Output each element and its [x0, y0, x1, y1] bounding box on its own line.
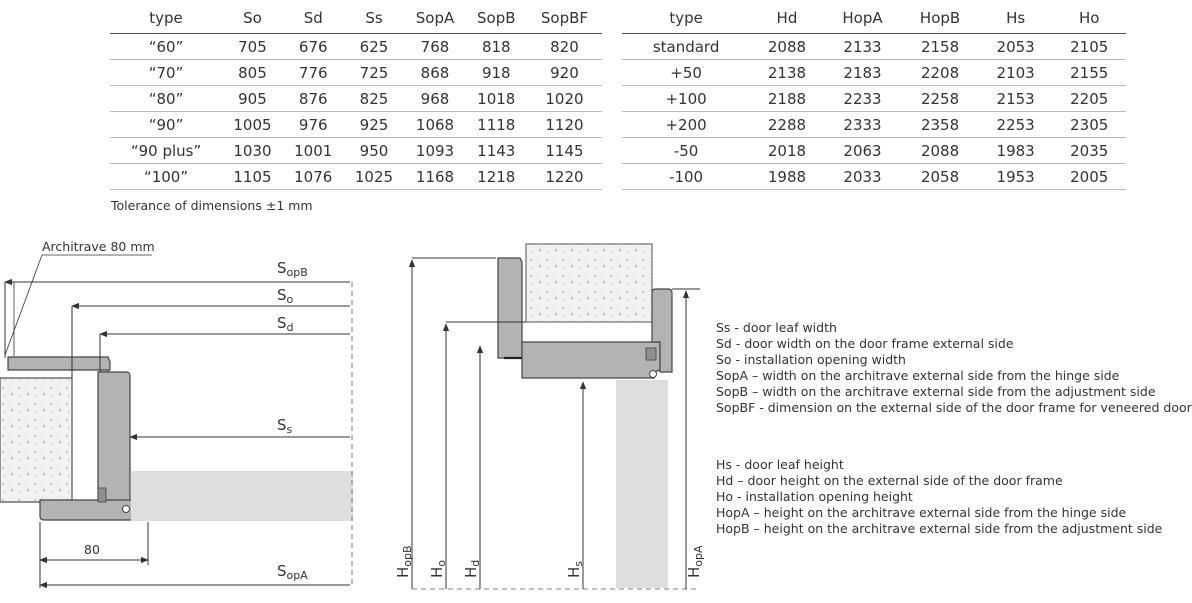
table-cell: 2103 — [979, 60, 1053, 86]
table-cell: 1018 — [466, 86, 527, 112]
table-cell: 1030 — [222, 138, 283, 164]
label-sd: $S_d$ — [277, 314, 294, 334]
column-header: HopA — [824, 3, 902, 34]
legend-line: So - installation opening width — [716, 352, 906, 367]
table-cell: “70” — [110, 60, 222, 86]
architrave-left — [498, 258, 522, 358]
table-cell: 918 — [466, 60, 527, 86]
table-cell: 950 — [344, 138, 405, 164]
table-cell: 1143 — [466, 138, 527, 164]
label-hopa: $H_{opA}$ — [685, 545, 705, 578]
table-cell: 820 — [527, 34, 602, 60]
table-cell: 1145 — [527, 138, 602, 164]
section-view-drawing — [394, 244, 705, 589]
column-header: HopB — [901, 3, 979, 34]
table-cell: 2158 — [901, 34, 979, 60]
plan-view-drawing — [0, 239, 353, 588]
table-cell: 1953 — [979, 164, 1053, 190]
door-leaf — [131, 471, 353, 521]
table-cell: 2258 — [901, 86, 979, 112]
table-cell: 2088 — [750, 34, 824, 60]
architrave-section — [8, 357, 110, 370]
table-cell: 1220 — [527, 164, 602, 190]
table-cell: 2033 — [824, 164, 902, 190]
label-hopb: $H_{opB}$ — [394, 545, 414, 578]
table-cell: 725 — [344, 60, 405, 86]
table-cell: 1025 — [344, 164, 405, 190]
table-cell: “60” — [110, 34, 222, 60]
table-cell: 2205 — [1052, 86, 1126, 112]
table-cell: 2105 — [1052, 34, 1126, 60]
table-cell: 2208 — [901, 60, 979, 86]
legend-line: HopA – height on the architrave external side from the hinge side — [716, 505, 1127, 520]
table-cell: 2153 — [979, 86, 1053, 112]
table-cell: +50 — [622, 60, 750, 86]
table-cell: 2058 — [901, 164, 979, 190]
table-cell: 876 — [283, 86, 344, 112]
legend-line: HopB – height on the architrave external side from the adjustment side — [716, 521, 1163, 536]
table-cell: 818 — [466, 34, 527, 60]
table-cell: 925 — [344, 112, 405, 138]
legend-line: SopA – width on the architrave external side from the hinge side — [716, 368, 1120, 383]
table-cell: -100 — [622, 164, 750, 190]
table-cell: 2088 — [901, 138, 979, 164]
table-cell: 2333 — [824, 112, 902, 138]
table-cell: 2233 — [824, 86, 902, 112]
column-header: Ho — [1052, 3, 1126, 34]
table-cell: 2305 — [1052, 112, 1126, 138]
table-cell: 1001 — [283, 138, 344, 164]
table-cell: 1120 — [527, 112, 602, 138]
legend-line: SopB – width on the architrave external side from the adjustment side — [716, 384, 1156, 399]
table-cell: 676 — [283, 34, 344, 60]
table-cell: 1118 — [466, 112, 527, 138]
table-cell: 705 — [222, 34, 283, 60]
label-sopb: $S_{opB}$ — [277, 259, 308, 279]
column-header: Hd — [750, 3, 824, 34]
legend-line: Hs - door leaf height — [716, 457, 844, 472]
table-cell: “80” — [110, 86, 222, 112]
table-cell: 1983 — [979, 138, 1053, 164]
table-cell: 1076 — [283, 164, 344, 190]
column-header: SopB — [466, 3, 527, 34]
legend-line: Hd – door height on the external side of the door frame — [716, 473, 1063, 488]
column-header: type — [622, 3, 750, 34]
legend-line: Sd - door width on the door frame external side — [716, 336, 1014, 351]
table-cell: standard — [622, 34, 750, 60]
table-cell: 805 — [222, 60, 283, 86]
column-header: SopA — [404, 3, 465, 34]
table-cell: “90” — [110, 112, 222, 138]
legend-line: Ss - door leaf width — [716, 320, 837, 335]
legend-line: SopBF - dimension on the external side of the door frame for veneered door — [716, 400, 1192, 415]
door-frame-head — [522, 342, 660, 378]
tolerance-note: Tolerance of dimensions ±1 mm — [111, 198, 313, 213]
table-cell: 1068 — [404, 112, 465, 138]
width-legend — [716, 320, 1192, 416]
label-hs: $H_s$ — [565, 560, 585, 578]
column-header: Sd — [283, 3, 344, 34]
column-header: SopBF — [527, 3, 602, 34]
table-cell: 1218 — [466, 164, 527, 190]
table-cell: 2288 — [750, 112, 824, 138]
wall-section — [0, 378, 72, 502]
table-cell: 2183 — [824, 60, 902, 86]
table-cell: 920 — [527, 60, 602, 86]
label-ss: $S_s$ — [277, 416, 293, 436]
height-legend — [716, 457, 1162, 537]
column-header: So — [222, 3, 283, 34]
table-cell: 905 — [222, 86, 283, 112]
table-cell: 2035 — [1052, 138, 1126, 164]
table-cell: 868 — [404, 60, 465, 86]
table-cell: 825 — [344, 86, 405, 112]
table-cell: 625 — [344, 34, 405, 60]
table-cell: 2138 — [750, 60, 824, 86]
column-header: Ss — [344, 3, 405, 34]
table-cell: 2358 — [901, 112, 979, 138]
table-cell: 1988 — [750, 164, 824, 190]
table-cell: 1105 — [222, 164, 283, 190]
label-hd: $H_d$ — [462, 559, 482, 578]
table-cell: “100” — [110, 164, 222, 190]
table-cell: 1168 — [404, 164, 465, 190]
table-cell: 1020 — [527, 86, 602, 112]
table-cell: 768 — [404, 34, 465, 60]
label-sopa: $S_{opA}$ — [277, 562, 308, 582]
table-cell: 2155 — [1052, 60, 1126, 86]
table-cell: 2053 — [979, 34, 1053, 60]
legend-line: Ho - installation opening height — [716, 489, 913, 504]
architrave-label: Architrave 80 mm — [42, 239, 155, 254]
table-cell: 2253 — [979, 112, 1053, 138]
label-ho: $H_o$ — [428, 559, 448, 578]
table-cell: 776 — [283, 60, 344, 86]
table-cell: 2133 — [824, 34, 902, 60]
dim-80-label: 80 — [84, 542, 100, 557]
table-cell: 2063 — [824, 138, 902, 164]
door-frame-jamb — [98, 372, 130, 504]
table-cell: 2188 — [750, 86, 824, 112]
table-cell: “90 plus” — [110, 138, 222, 164]
table-cell: 1093 — [404, 138, 465, 164]
table-cell: 2005 — [1052, 164, 1126, 190]
label-so: $S_o$ — [277, 286, 294, 306]
table-cell: -50 — [622, 138, 750, 164]
table-cell: 1005 — [222, 112, 283, 138]
table-cell: 968 — [404, 86, 465, 112]
column-header: Hs — [979, 3, 1053, 34]
wall-section-top — [526, 244, 652, 322]
table-cell: +100 — [622, 86, 750, 112]
table-cell: 2018 — [750, 138, 824, 164]
door-leaf-section — [616, 380, 668, 588]
table-cell: 976 — [283, 112, 344, 138]
table-cell: +200 — [622, 112, 750, 138]
column-header: type — [110, 3, 222, 34]
